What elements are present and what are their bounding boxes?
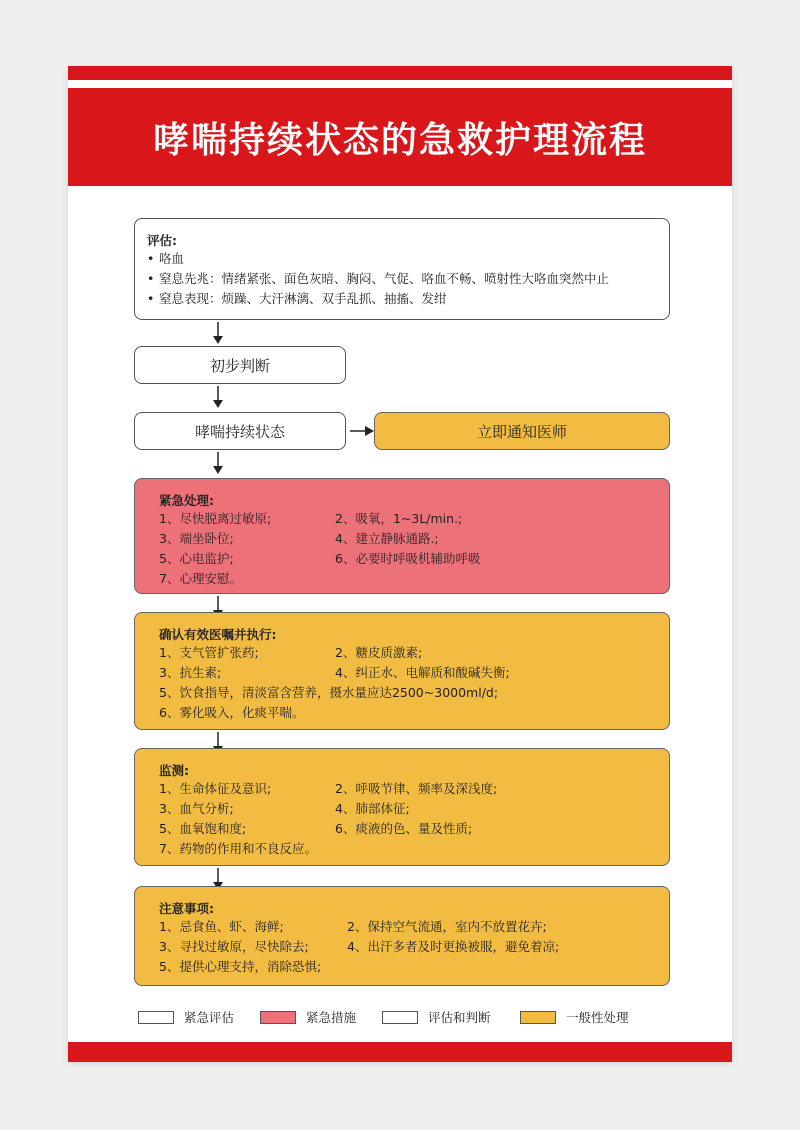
- monitoring-item: 5、血氧饱和度;: [159, 821, 247, 836]
- orders-item: 4、纠正水、电解质和酸碱失衡;: [335, 665, 510, 680]
- notes-list: [159, 917, 669, 977]
- monitoring-item: 2、呼吸节律、频率及深浅度;: [335, 781, 498, 796]
- monitoring-item: 3、血气分析;: [159, 801, 234, 816]
- emergency-list: [159, 509, 669, 589]
- monitoring-item: [335, 839, 669, 859]
- monitoring-item: 6、痰液的色、量及性质;: [335, 821, 473, 836]
- title-banner: [68, 88, 732, 186]
- bottom-red-strip: [68, 1042, 732, 1062]
- legend-label: 一般性处理: [566, 1010, 629, 1025]
- assessment-box: [134, 218, 670, 320]
- emergency-item: 2、吸氧，1~3L/min.;: [335, 511, 463, 526]
- orders-list: [159, 643, 669, 683]
- orders-box: [134, 612, 670, 730]
- notes-item: 5、提供心理支持，消除恐惧;: [159, 959, 322, 974]
- orders-item: 6、雾化吸入，化痰平喘。: [159, 705, 305, 720]
- legend-swatch: [260, 1011, 296, 1024]
- emergency-box: [134, 478, 670, 594]
- assessment-bullet: • 窒息表现：烦躁、大汗淋漓、双手乱抓、抽搐、发绀: [147, 289, 669, 309]
- notify-doctor-box: [374, 412, 670, 450]
- poster: [68, 66, 732, 1062]
- orders-item: 5、饮食指导，清淡富含营养，摄水量应达2500~3000ml/d;: [159, 685, 499, 700]
- monitoring-box: [134, 748, 670, 866]
- top-red-strip: [68, 66, 732, 80]
- notes-item: 4、出汗多者及时更换被服，避免着凉;: [347, 939, 560, 954]
- legend: [68, 1004, 732, 1028]
- monitoring-item: 1、生命体征及意识;: [159, 781, 272, 796]
- orders-item: 2、糖皮质激素;: [335, 645, 423, 660]
- notes-box: [134, 886, 670, 986]
- orders-item: 1、支气管扩张药;: [159, 645, 259, 660]
- status-label: 哮喘持续状态: [194, 422, 285, 441]
- assessment-bullet: • 咯血: [147, 249, 669, 269]
- emergency-item: 3、端坐卧位;: [159, 531, 234, 546]
- orders-heading: 确认有效医嘱并执行:: [159, 627, 277, 642]
- emergency-item: 5、心电监护;: [159, 551, 234, 566]
- assessment-heading: 评估:: [147, 233, 177, 248]
- emergency-item: 7、心理安慰。: [159, 571, 242, 586]
- orders-item: 3、抗生素;: [159, 665, 222, 680]
- notes-item: 3、寻找过敏原，尽快除去;: [159, 939, 309, 954]
- legend-item: [138, 1008, 234, 1026]
- down-arrow-icon: [212, 452, 224, 474]
- monitoring-list: [159, 779, 669, 859]
- initial-judgment-box: [134, 346, 346, 384]
- emergency-item: 1、尽快脱离过敏原;: [159, 511, 272, 526]
- down-arrow-icon: [212, 322, 224, 344]
- notes-item: 2、保持空气流通，室内不放置花卉;: [347, 919, 547, 934]
- right-arrow-icon: [350, 425, 374, 437]
- legend-label: 紧急措施: [306, 1010, 357, 1025]
- page-title: 哮喘持续状态的急救护理流程: [152, 119, 647, 161]
- emergency-heading: 紧急处理:: [159, 493, 214, 508]
- monitoring-heading: 监测:: [159, 763, 189, 778]
- legend-label: 紧急评估: [184, 1010, 235, 1025]
- legend-item: [382, 1008, 491, 1026]
- assessment-bullet: • 窒息先兆：情绪紧张、面色灰暗、胸闷、气促、咯血不畅、喷射性大咯血突然中止: [147, 269, 669, 289]
- monitoring-item: 4、肺部体征;: [335, 801, 410, 816]
- legend-swatch: [382, 1011, 418, 1024]
- notes-heading: 注意事项:: [159, 901, 214, 916]
- emergency-item: 6、必要时呼吸机辅助呼吸: [335, 551, 481, 566]
- monitoring-item: 7、药物的作用和不良反应。: [159, 841, 317, 856]
- down-arrow-icon: [212, 386, 224, 408]
- emergency-item: [335, 569, 669, 589]
- legend-item: [260, 1008, 356, 1026]
- emergency-item: 4、建立静脉通路.;: [335, 531, 439, 546]
- status-box: [134, 412, 346, 450]
- initial-judgment-label: 初步判断: [209, 356, 270, 375]
- legend-item: [520, 1008, 629, 1026]
- legend-swatch: [520, 1011, 556, 1024]
- notes-item: 1、忌食鱼、虾、海鲜;: [159, 919, 284, 934]
- notify-doctor-label: 立即通知医师: [476, 422, 567, 441]
- notes-item: [347, 957, 669, 977]
- legend-label: 评估和判断: [428, 1010, 491, 1025]
- legend-swatch: [138, 1011, 174, 1024]
